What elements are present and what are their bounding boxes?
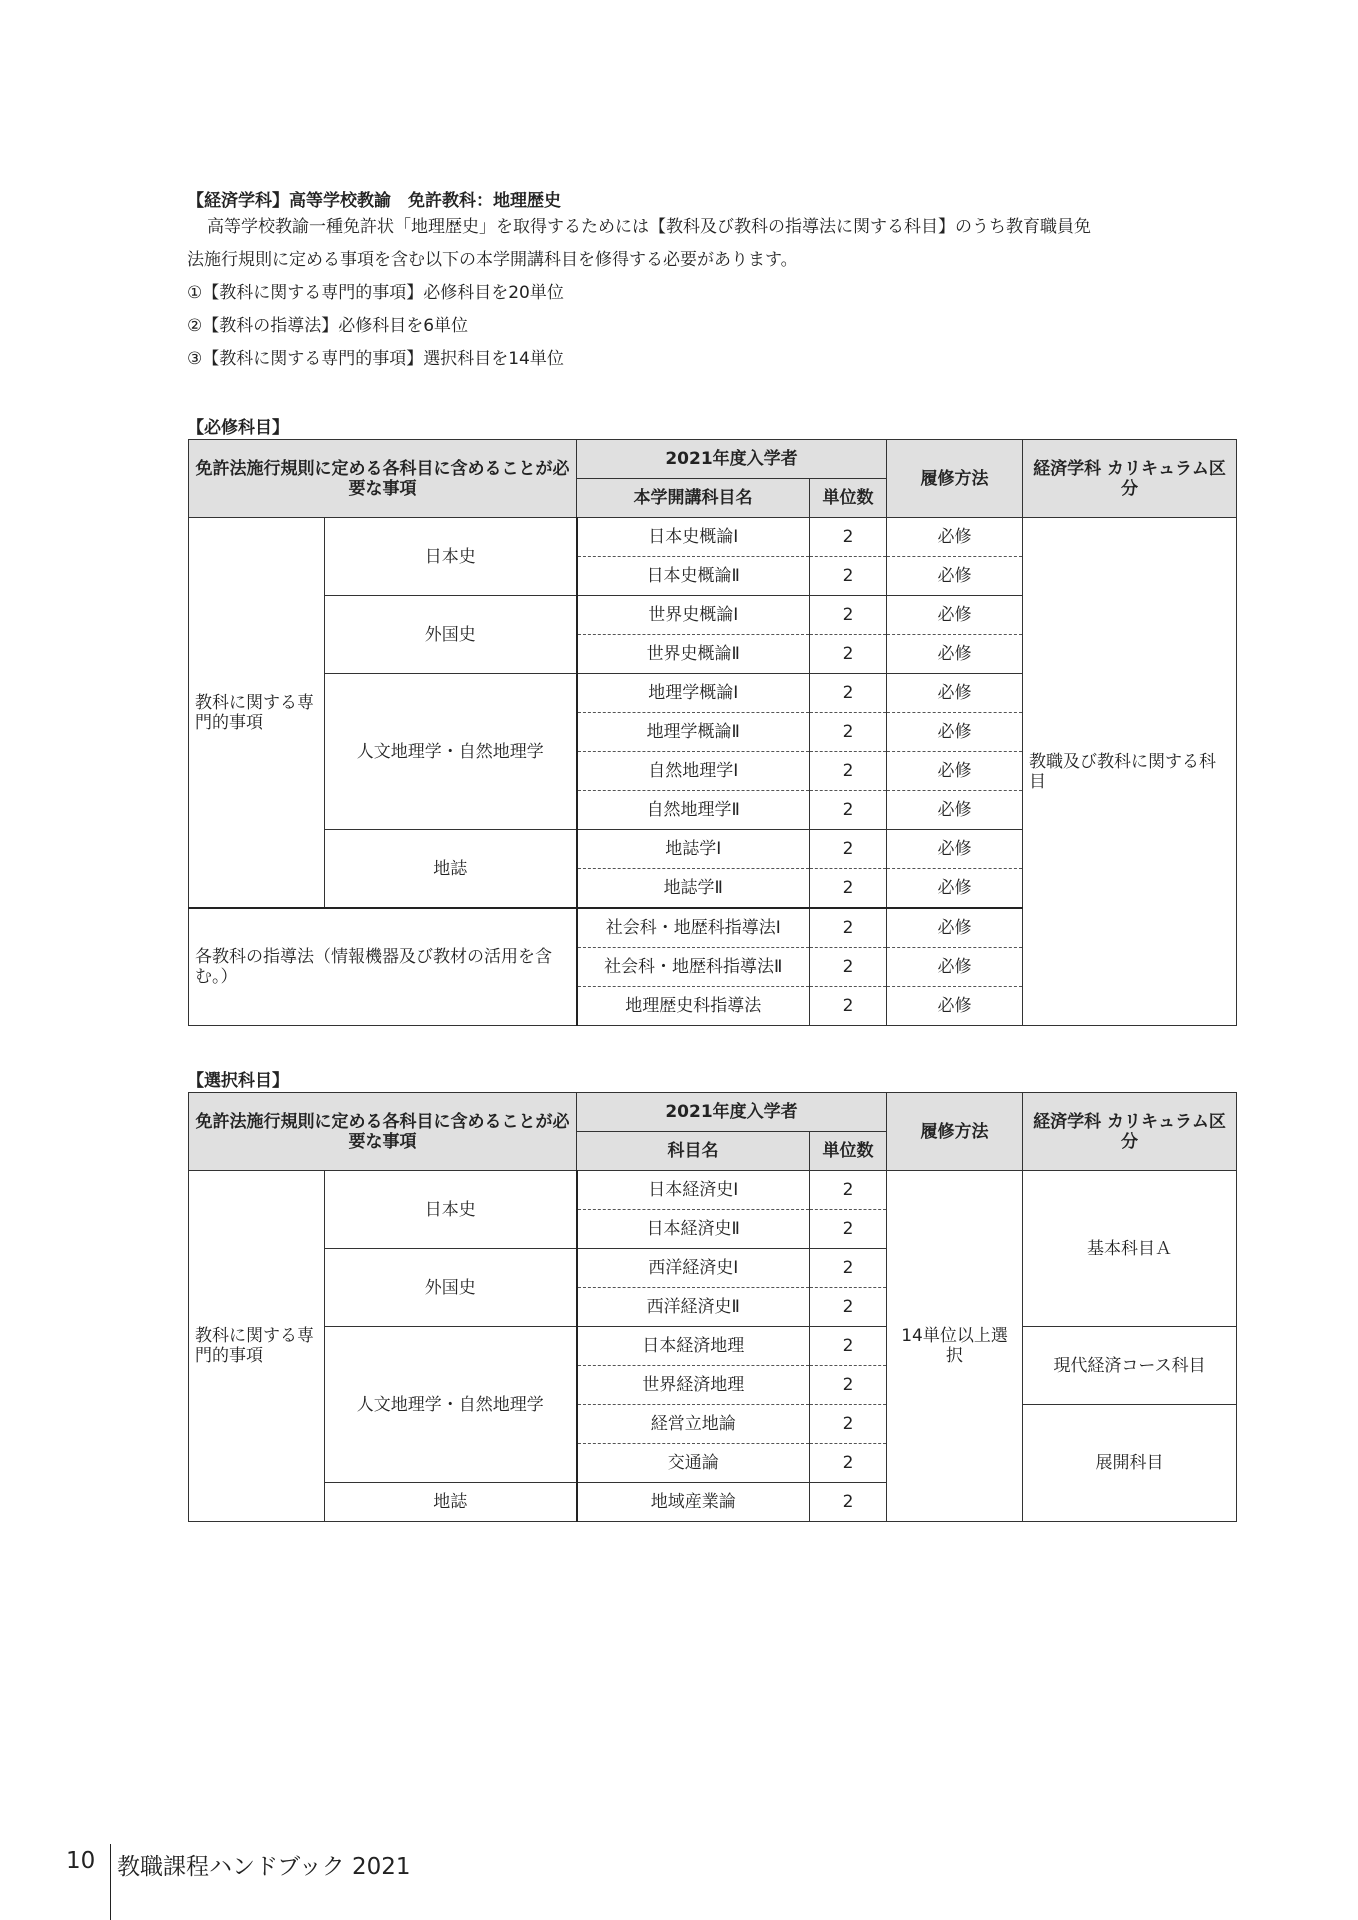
sub-regional-geography: 地誌 bbox=[325, 830, 577, 909]
credits-cell: 2 bbox=[810, 1366, 887, 1405]
subject-cell: 自然地理学Ⅰ bbox=[577, 752, 810, 791]
intro-line-1: 高等学校教諭一種免許状「地理歴史」を取得するためには【教科及び教科の指導法に関する科目】のうち教育職員免 bbox=[207, 217, 1091, 237]
method-cell: 必修 bbox=[887, 752, 1023, 791]
credits-cell: 2 bbox=[810, 1288, 887, 1327]
credits-cell: 2 bbox=[810, 1444, 887, 1483]
requirement-2: ②【教科の指導法】必修科目を6単位 bbox=[187, 316, 469, 336]
method-cell: 必修 bbox=[887, 674, 1023, 713]
method-cell: 必修 bbox=[887, 557, 1023, 596]
method-cell: 必修 bbox=[887, 830, 1023, 869]
subject-cell: 地理学概論Ⅱ bbox=[577, 713, 810, 752]
required-table-label: 【必修科目】 bbox=[187, 418, 289, 438]
header-subject: 科目名 bbox=[577, 1132, 810, 1171]
subject-cell: 地理歴史科指導法 bbox=[577, 987, 810, 1026]
credits-cell: 2 bbox=[810, 1483, 887, 1522]
group-specialized: 教科に関する専門的事項 bbox=[189, 1171, 325, 1522]
subject-cell: 地域産業論 bbox=[577, 1483, 810, 1522]
header-credits: 単位数 bbox=[810, 1132, 887, 1171]
sub-regional-geography: 地誌 bbox=[325, 1483, 577, 1522]
subject-cell: 世界史概論Ⅱ bbox=[577, 635, 810, 674]
credits-cell: 2 bbox=[810, 635, 887, 674]
intro-text bbox=[187, 211, 1237, 376]
credits-cell: 2 bbox=[810, 674, 887, 713]
page-number: 10 bbox=[66, 1848, 96, 1874]
method-cell: 必修 bbox=[887, 713, 1023, 752]
group-specialized: 教科に関する専門的事項 bbox=[189, 518, 325, 909]
method-cell: 必修 bbox=[887, 518, 1023, 557]
header-year: 2021年度入学者 bbox=[577, 440, 887, 479]
elective-table-label: 【選択科目】 bbox=[187, 1071, 289, 1091]
section-heading: 【経済学科】高等学校教諭 免許教科：地理歴史 bbox=[187, 191, 561, 211]
method-cell: 必修 bbox=[887, 908, 1023, 948]
category-basic-a: 基本科目Ａ bbox=[1023, 1171, 1237, 1327]
method-cell: 必修 bbox=[887, 869, 1023, 909]
header-credits: 単位数 bbox=[810, 479, 887, 518]
footer-divider bbox=[110, 1844, 111, 1920]
credits-cell: 2 bbox=[810, 791, 887, 830]
credits-cell: 2 bbox=[810, 518, 887, 557]
credits-cell: 2 bbox=[810, 869, 887, 909]
credits-cell: 2 bbox=[810, 1210, 887, 1249]
header-method: 履修方法 bbox=[887, 440, 1023, 518]
sub-foreign-history: 外国史 bbox=[325, 596, 577, 674]
header-subject: 本学開講科目名 bbox=[577, 479, 810, 518]
subject-cell: 社会科・地歴科指導法Ⅰ bbox=[577, 908, 810, 948]
credits-cell: 2 bbox=[810, 713, 887, 752]
method-cell: 必修 bbox=[887, 635, 1023, 674]
credits-cell: 2 bbox=[810, 908, 887, 948]
method-cell: 必修 bbox=[887, 987, 1023, 1026]
category-advanced: 展開科目 bbox=[1023, 1405, 1237, 1522]
sub-japanese-history: 日本史 bbox=[325, 1171, 577, 1249]
subject-cell: 日本史概論Ⅱ bbox=[577, 557, 810, 596]
intro-line-2: 法施行規則に定める事項を含む以下の本学開講科目を修得する必要があります。 bbox=[187, 250, 798, 270]
sub-geography: 人文地理学・自然地理学 bbox=[325, 1327, 577, 1483]
subject-cell: 世界史概論Ⅰ bbox=[577, 596, 810, 635]
subject-cell: 自然地理学Ⅱ bbox=[577, 791, 810, 830]
header-year: 2021年度入学者 bbox=[577, 1093, 887, 1132]
credits-cell: 2 bbox=[810, 557, 887, 596]
subject-cell: 経営立地論 bbox=[577, 1405, 810, 1444]
requirement-1: ①【教科に関する専門的事項】必修科目を20単位 bbox=[187, 283, 564, 303]
method-cell: 必修 bbox=[887, 791, 1023, 830]
credits-cell: 2 bbox=[810, 987, 887, 1026]
subject-cell: 地誌学Ⅱ bbox=[577, 869, 810, 909]
category-modern-economics: 現代経済コース科目 bbox=[1023, 1327, 1237, 1405]
subject-cell: 社会科・地歴科指導法Ⅱ bbox=[577, 948, 810, 987]
header-matter: 免許法施行規則に定める各科目に含めることが必要な事項 bbox=[189, 440, 577, 518]
category-cell: 教職及び教科に関する科目 bbox=[1023, 518, 1237, 1026]
method-cell: 必修 bbox=[887, 948, 1023, 987]
header-method: 履修方法 bbox=[887, 1093, 1023, 1171]
credits-cell: 2 bbox=[810, 1249, 887, 1288]
credits-cell: 2 bbox=[810, 596, 887, 635]
header-category: 経済学科 カリキュラム区分 bbox=[1023, 440, 1237, 518]
sub-japanese-history: 日本史 bbox=[325, 518, 577, 596]
credits-cell: 2 bbox=[810, 948, 887, 987]
header-category: 経済学科 カリキュラム区分 bbox=[1023, 1093, 1237, 1171]
method-cell: 必修 bbox=[887, 596, 1023, 635]
subject-cell: 地誌学Ⅰ bbox=[577, 830, 810, 869]
method-cell: 14単位以上選択 bbox=[887, 1171, 1023, 1522]
subject-cell: 西洋経済史Ⅰ bbox=[577, 1249, 810, 1288]
credits-cell: 2 bbox=[810, 752, 887, 791]
subject-cell: 交通論 bbox=[577, 1444, 810, 1483]
sub-foreign-history: 外国史 bbox=[325, 1249, 577, 1327]
requirement-3: ③【教科に関する専門的事項】選択科目を14単位 bbox=[187, 349, 564, 369]
subject-cell: 世界経済地理 bbox=[577, 1366, 810, 1405]
group-teaching-method: 各教科の指導法（情報機器及び教材の活用を含む。） bbox=[189, 908, 577, 1026]
footer-title: 教職課程ハンドブック 2021 bbox=[117, 1854, 411, 1880]
header-matter: 免許法施行規則に定める各科目に含めることが必要な事項 bbox=[189, 1093, 577, 1171]
subject-cell: 西洋経済史Ⅱ bbox=[577, 1288, 810, 1327]
subject-cell: 地理学概論Ⅰ bbox=[577, 674, 810, 713]
credits-cell: 2 bbox=[810, 1405, 887, 1444]
credits-cell: 2 bbox=[810, 1171, 887, 1210]
subject-cell: 日本経済史Ⅰ bbox=[577, 1171, 810, 1210]
subject-cell: 日本経済史Ⅱ bbox=[577, 1210, 810, 1249]
subject-cell: 日本経済地理 bbox=[577, 1327, 810, 1366]
credits-cell: 2 bbox=[810, 830, 887, 869]
required-subjects-table bbox=[188, 439, 1237, 1026]
sub-geography: 人文地理学・自然地理学 bbox=[325, 674, 577, 830]
subject-cell: 日本史概論Ⅰ bbox=[577, 518, 810, 557]
elective-subjects-table bbox=[188, 1092, 1237, 1522]
credits-cell: 2 bbox=[810, 1327, 887, 1366]
